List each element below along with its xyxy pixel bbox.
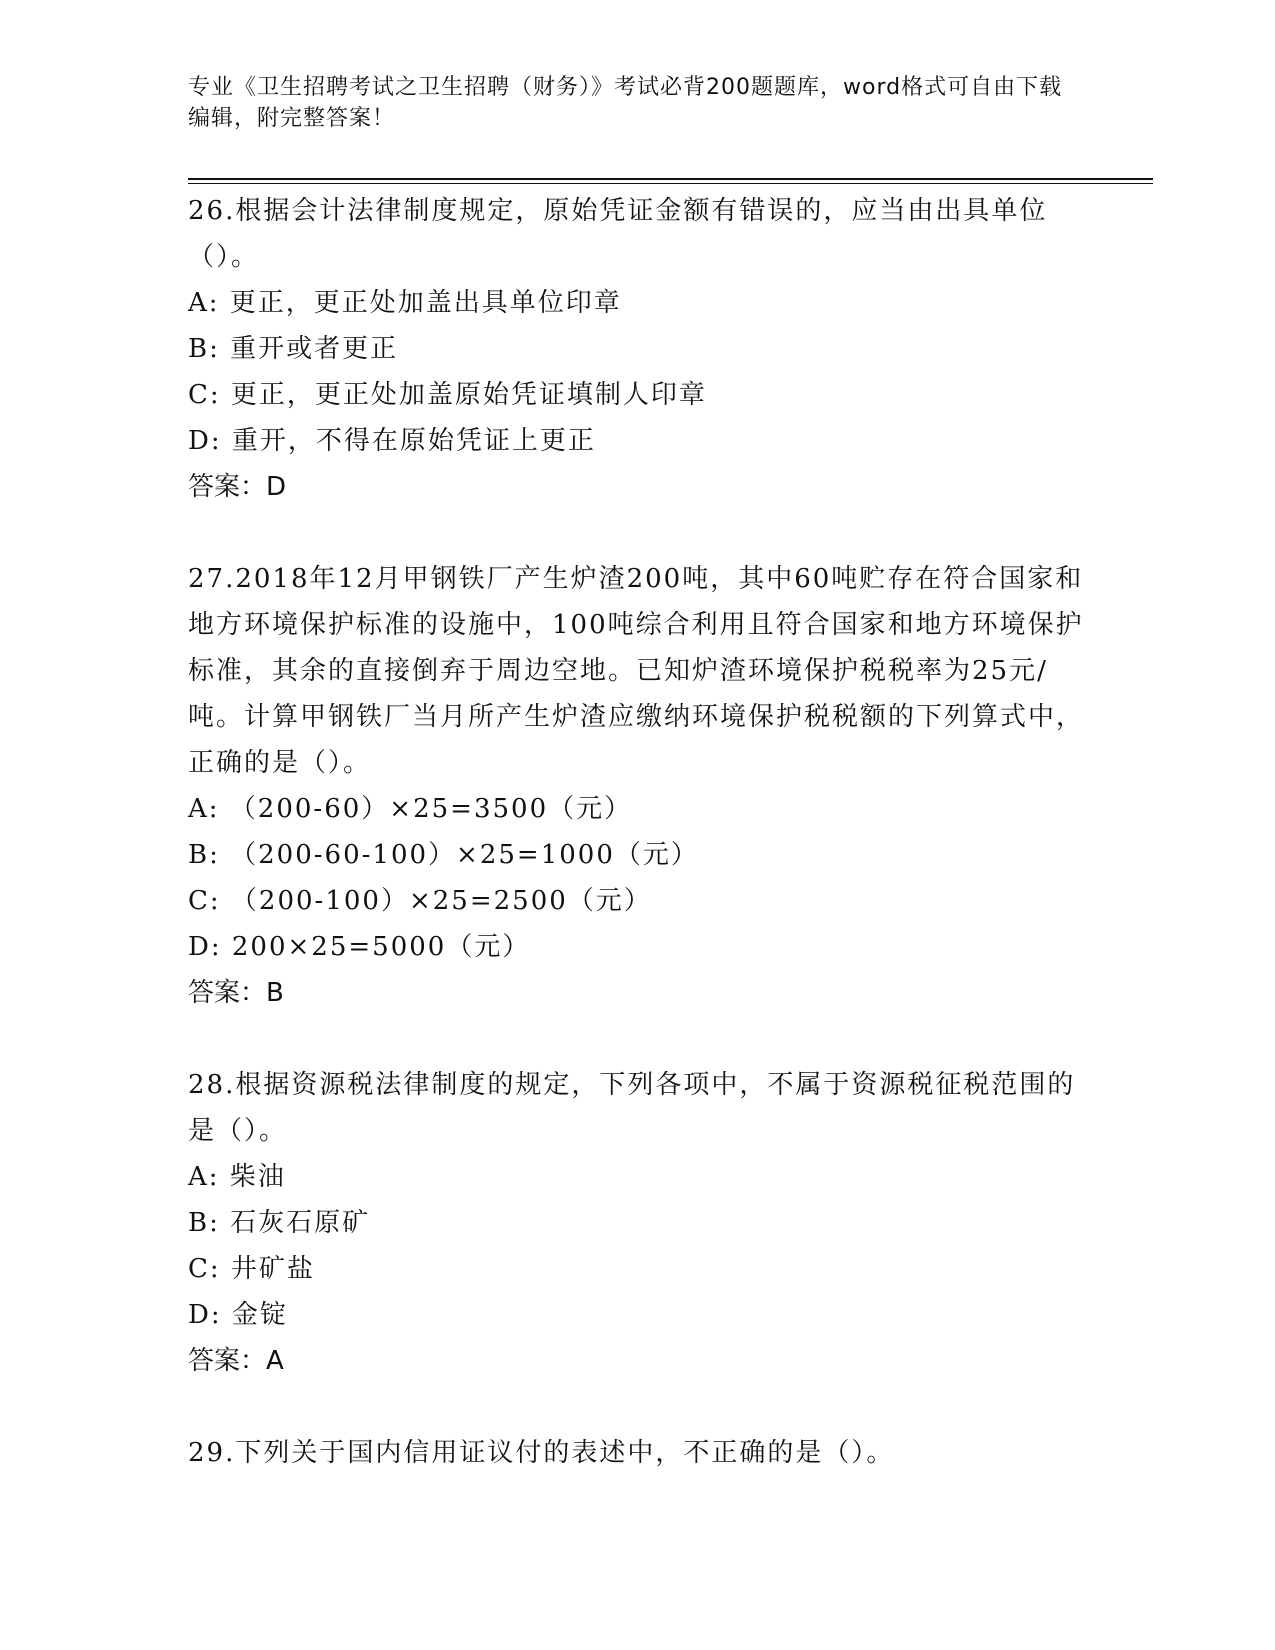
- answer-line: 答案：B: [188, 978, 284, 1008]
- question-spacer: [188, 1016, 1088, 1062]
- option-a: A: 柴油: [188, 1162, 286, 1192]
- document-header: 专业《卫生招聘考试之卫生招聘（财务）》考试必背200题题库，word格式可自由下载编辑，附完整答案！: [188, 75, 1063, 131]
- option-d: D: 200×25=5000（元）: [188, 932, 531, 962]
- option-a: A: （200-60）×25=3500（元）: [188, 794, 633, 824]
- question-stem: 26.根据会计法律制度规定，原始凭证金额有错误的，应当由出具单位（）。: [188, 196, 1048, 272]
- option-b: B: （200-60-100）×25=1000（元）: [188, 840, 699, 870]
- question-stem: 27.2018年12月甲钢铁厂产生炉渣200吨，其中60吨贮存在符合国家和地方环境保护标准的设施中，100吨综合利用且符合国家和地方环境保护标准，其余的直接倒弃于周边空地。已知炉渣环境保护税税率为25元/吨。计算甲钢铁厂当月所产生炉渣应缴纳环境保护税税额的下列算式中，正确的是（）。: [188, 564, 1085, 778]
- answer-line: 答案：A: [188, 1346, 284, 1376]
- option-c: C: （200-100）×25=2500（元）: [188, 886, 652, 916]
- question-28: [188, 1062, 1088, 1384]
- question-26: [188, 188, 1088, 510]
- option-c: C: 井矿盐: [188, 1254, 315, 1284]
- answer-line: 答案：D: [188, 472, 287, 502]
- questions-list: [188, 188, 1088, 1476]
- question-stem: 28.根据资源税法律制度的规定，下列各项中，不属于资源税征税范围的是（）。: [188, 1070, 1076, 1146]
- question-spacer: [188, 510, 1088, 556]
- question-stem: 29.下列关于国内信用证议付的表述中，不正确的是（）。: [188, 1438, 895, 1468]
- option-d: D: 重开，不得在原始凭证上更正: [188, 426, 596, 456]
- option-b: B: 石灰石原矿: [188, 1208, 371, 1238]
- option-b: B: 重开或者更正: [188, 334, 399, 364]
- question-29: [188, 1430, 1088, 1476]
- option-c: C: 更正，更正处加盖原始凭证填制人印章: [188, 380, 707, 410]
- question-spacer: [188, 1384, 1088, 1430]
- header-divider-thin: [188, 183, 1153, 184]
- option-a: A: 更正，更正处加盖出具单位印章: [188, 288, 622, 318]
- question-27: [188, 556, 1088, 1016]
- option-d: D: 金锭: [188, 1300, 288, 1330]
- header-divider: [188, 178, 1153, 180]
